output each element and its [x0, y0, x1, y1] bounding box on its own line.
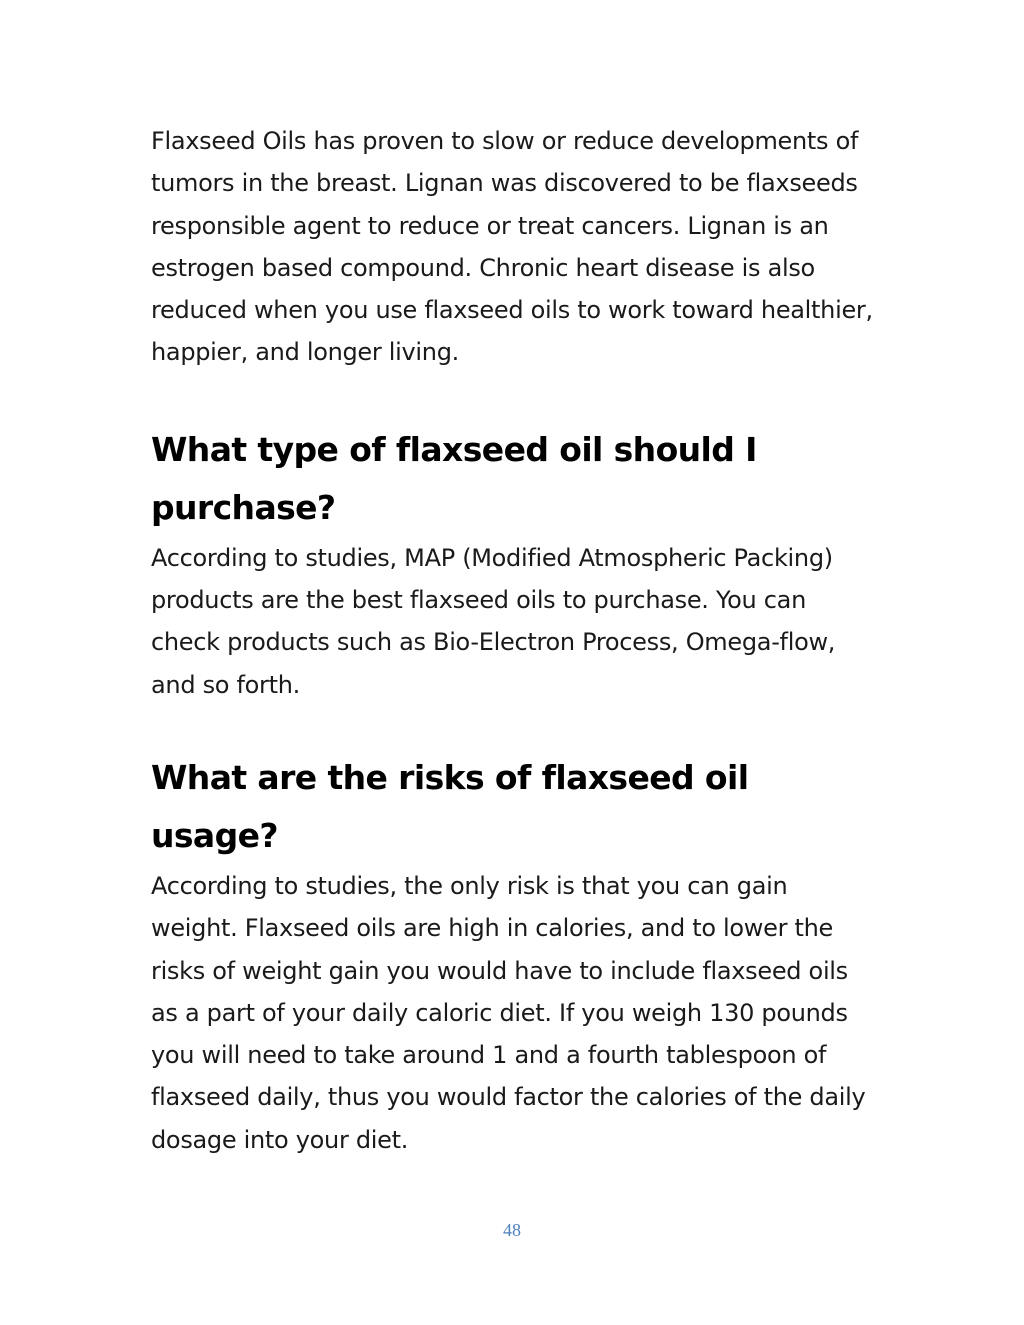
risks-paragraph: According to studies, the only risk is that you can gain weight. Flaxseed oils are high in calories, and to lower the risks of weight gain you would have to include flaxseed oils as a part of your daily caloric diet. If you weigh 130 pounds you will need to take around 1 and a fourth tablespoon of flaxseed daily, thus you would factor the calories of the daily dosage into your diet. [151, 871, 866, 1154]
page-number: 48 [503, 1220, 521, 1240]
page-content [151, 120, 881, 1161]
intro-paragraph: Flaxseed Oils has proven to slow or reduce developments of tumors in the breast. Lignan was discovered to be flaxseeds responsible agent to reduce or treat cancers. Lignan is an estrogen based compound. Chronic heart disease is also reduced when you use flaxseed oils to work toward healthier, happier, and longer living. [151, 127, 873, 367]
spacer [151, 706, 881, 749]
spacer [151, 374, 881, 421]
risks-heading: What are the risks of flaxseed oil usage? [151, 757, 749, 855]
purchase-paragraph: According to studies, MAP (Modified Atmospheric Packing) products are the best flaxseed oils to purchase. You can check products such as Bio-Electron Process, Omega-flow, and so forth. [151, 543, 836, 699]
purchase-heading: What type of flaxseed oil should I purchase? [151, 429, 757, 527]
